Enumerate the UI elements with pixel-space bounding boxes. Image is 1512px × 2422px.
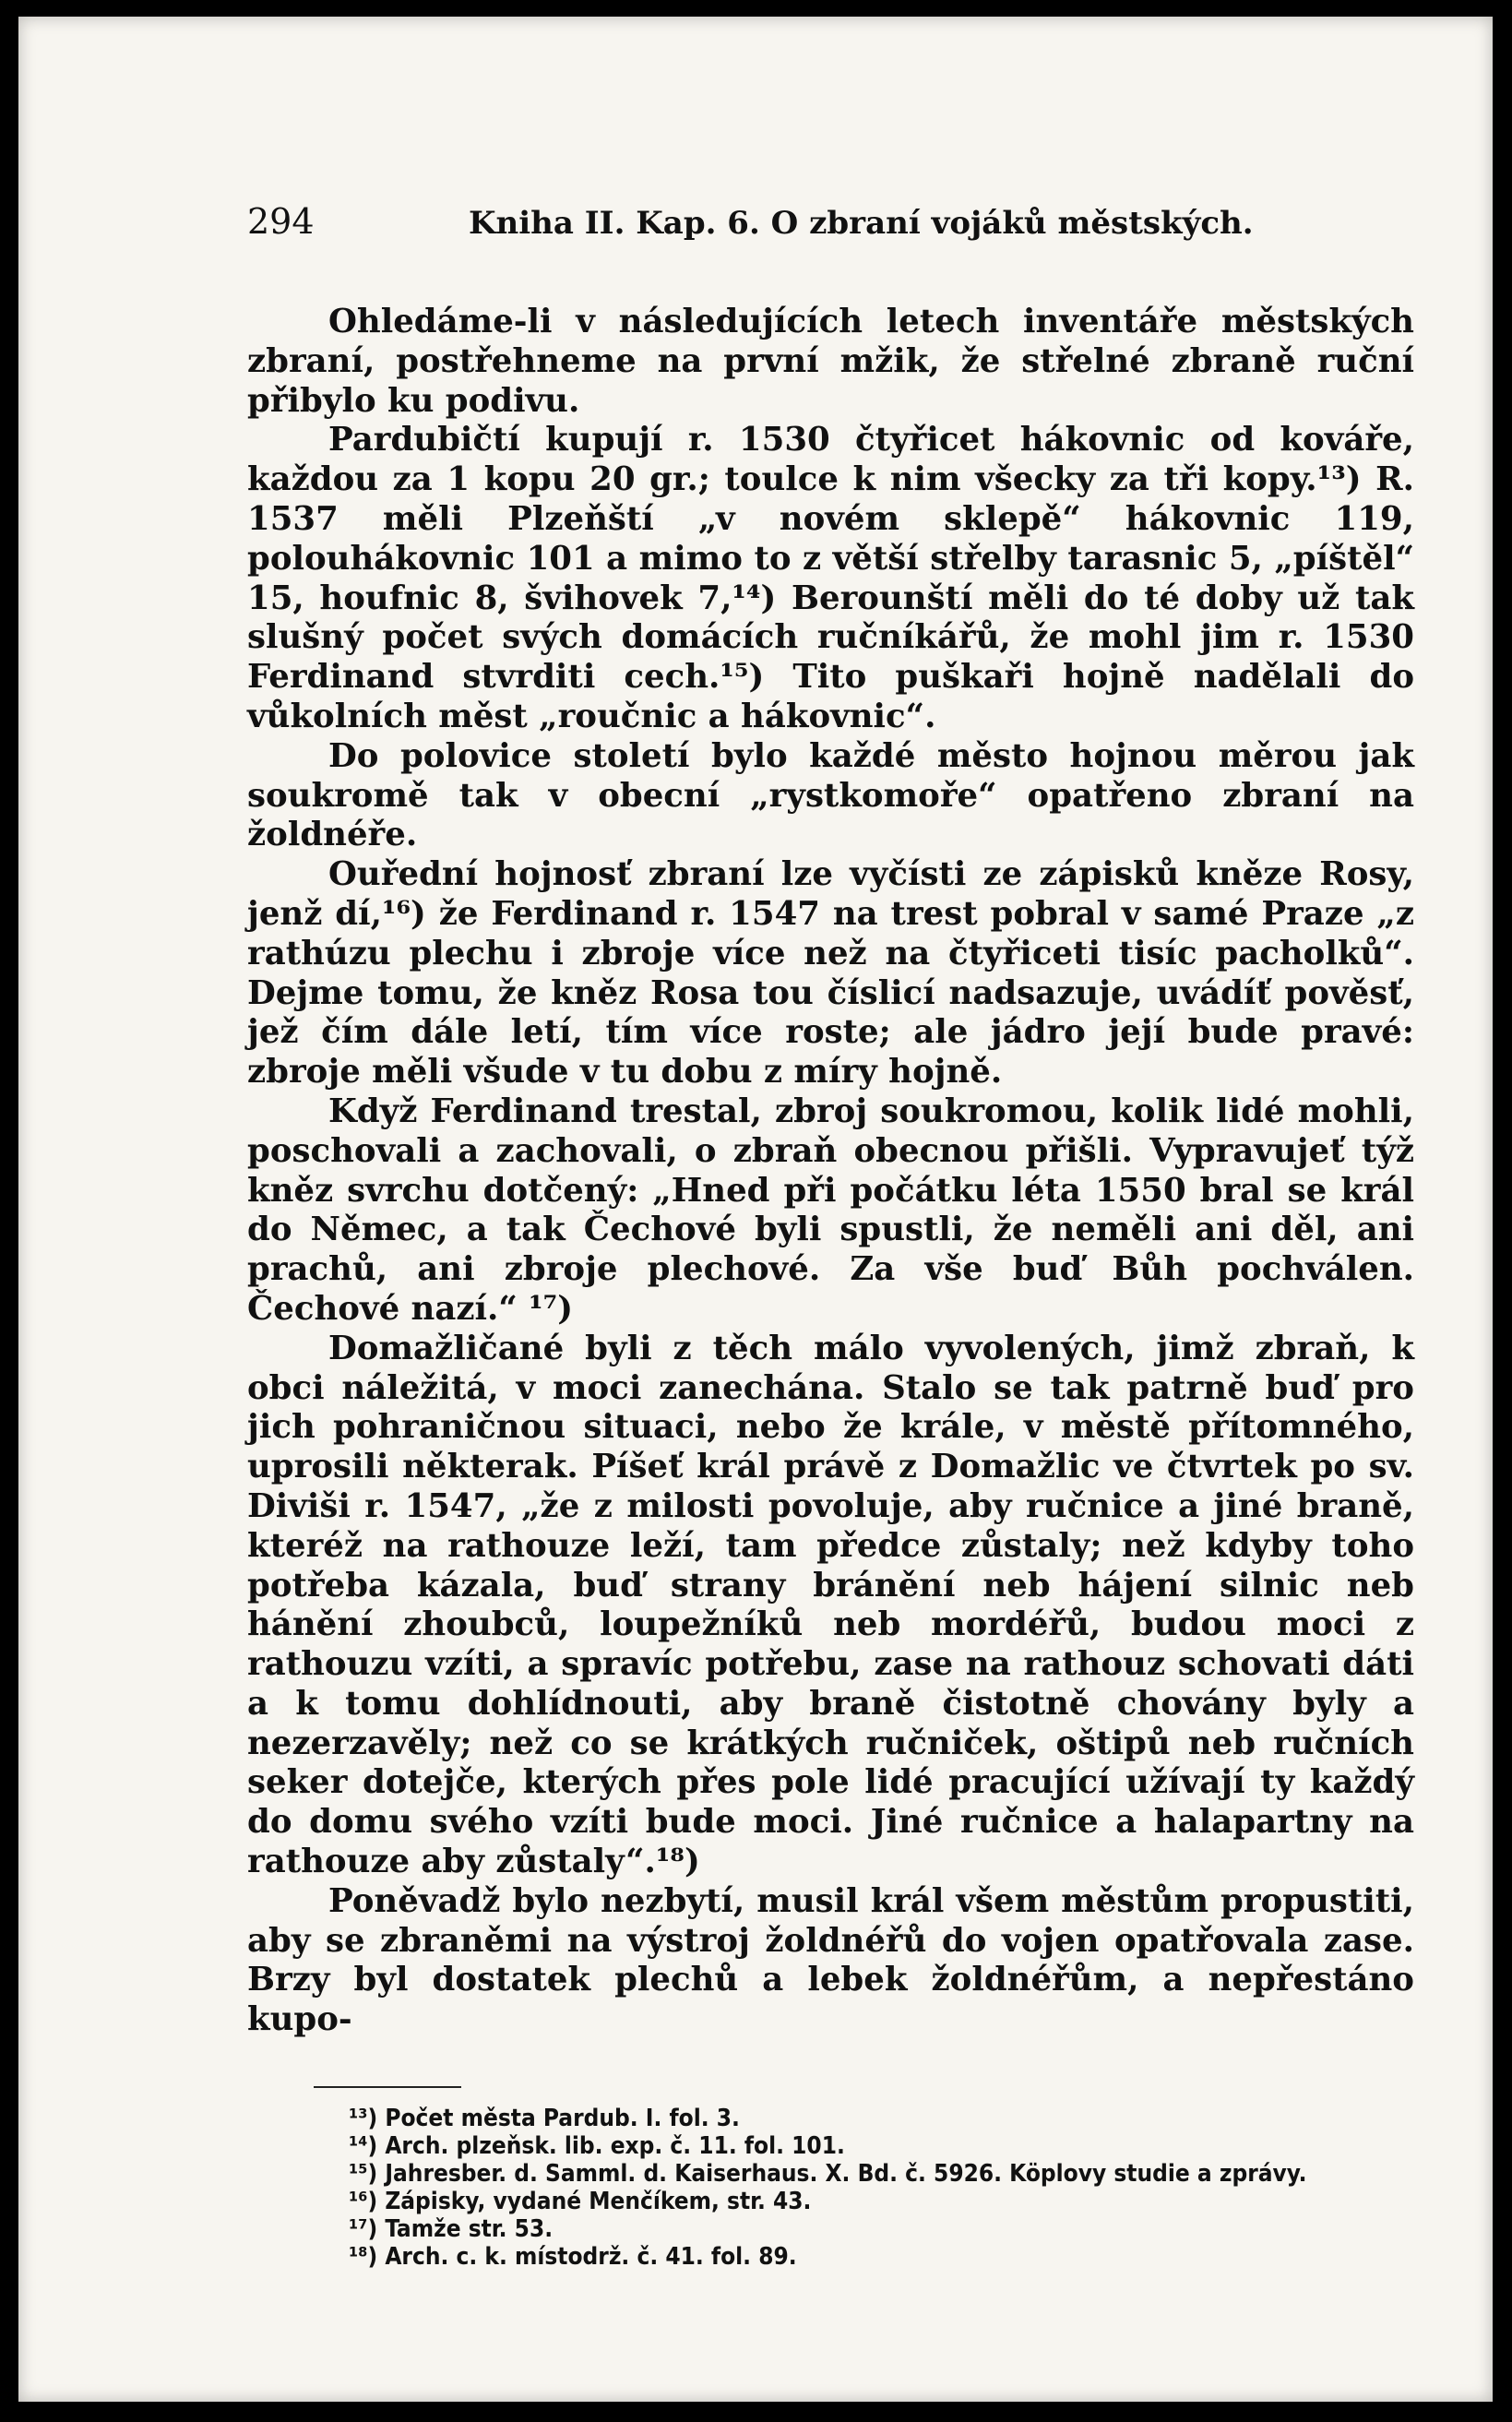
paragraph: Ohledáme-li v následujících letech inventáře městských zbraní, postřehneme na první mžik, že střelné zbraně ruční přibylo ku podivu. xyxy=(247,303,1414,420)
paragraph: Ouřední hojnosť zbraní lze vyčísti ze zápisků kněze Rosy, jenž dí,¹⁶) že Ferdinand r. 1547 na trest pobral v samé Praze „z rathúzu plechu i zbroje více než na čtyřiceti tisíc pacholků“. Dejme tomu, že kněz Rosa tou číslicí nadsazuje, uvádíť pověsť, jež čím dále letí, tím více roste; ale jádro její bude pravé: zbroje měli všude v tu dobu z míry hojně. xyxy=(247,855,1414,1092)
footnote: ¹⁵) Jahresber. d. Samml. d. Kaiserhaus. X. Bd. č. 5926. Köplovy studie a zprávy. xyxy=(349,2160,1307,2189)
paragraph: Domažličané byli z těch málo vyvolených, jimž zbraň, k obci náležitá, v moci zanechána. Stalo se tak patrně buď pro jich pohraničnou situaci, nebo že krále, v městě přítomného, uprosili některak. Píšeť král právě z Domažlic ve čtvrtek po sv. Diviši r. 1547, „že z milosti povoluje, aby ručnice a jiné braně, kteréž na rathouze leží, tam předce zůstaly; než kdyby toho potřeba kázala, buď strany bránění neb hájení silnic neb hánění zhoubců, loupežníků neb mordéřů, budou moci z rathouzu vzíti, a spravíc potřebu, zase na rathouz schovati dáti a k tomu dohlídnouti, aby braně čistotně chovány byly a nezerzavěly; než co se krátkých ručniček, oštipů neb ručních seker dotejče, kterých přes pole lidé pracující užívají ty každý do domu svého vzíti bude moci. Jiné ručnice a halapartny na rathouze aby zůstaly“.¹⁸) xyxy=(247,1329,1414,1881)
body-text xyxy=(247,303,1414,2040)
paragraph: Do polovice století bylo každé město hojnou měrou jak soukromě tak v obecní „rystkomoře“ opatřeno zbraní na žoldnéře. xyxy=(247,736,1414,854)
running-title: Kniha II. Kap. 6. O zbraní vojáků městských. xyxy=(469,205,1254,242)
footnote: ¹⁸) Arch. c. k. místodrž. č. 41. fol. 89. xyxy=(349,2243,797,2272)
book-page xyxy=(18,17,1493,2402)
footnote: ¹⁷) Tamže str. 53. xyxy=(349,2215,554,2244)
footnotes xyxy=(247,2105,1414,2271)
paragraph: Když Ferdinand trestal, zbroj soukromou, kolik lidé mohli, poschovali a zachovali, o zbraň obecnou přišli. Vypravujeť týž kněz svrchu dotčený: „Hned při počátku léta 1550 bral se král do Němec, a tak Čechové byli spustli, že neměli ani děl, ani prachů, ani zbroje plechové. Za vše buď Bůh pochválen. Čechové nazí.“ ¹⁷) xyxy=(247,1092,1414,1328)
paragraph: Pardubičtí kupují r. 1530 čtyřicet hákovnic od kováře, každou za 1 kopu 20 gr.; toulce k nim všecky za tři kopy.¹³) R. 1537 měli Plzeňští „v novém sklepě“ hákovnic 119, polouhákovnic 101 a mimo to z větší střelby tarasnic 5, „píštěl“ 15, houfnic 8, švihovek 7,¹⁴) Berounští měli do té doby už tak slušný počet svých domácích ručníkářů, že mohl jim r. 1530 Ferdinand stvrditi cech.¹⁵) Tito puškaři hojně nadělali do vůkolních měst „roučnic a hákovnic“. xyxy=(247,421,1414,735)
page-header xyxy=(247,201,1414,247)
page-number: 294 xyxy=(247,201,315,242)
footnote: ¹³) Počet města Pardub. I. fol. 3. xyxy=(349,2105,740,2133)
footnote-divider xyxy=(314,2086,461,2088)
footnote: ¹⁶) Zápisky, vydané Menčíkem, str. 43. xyxy=(349,2188,812,2216)
paragraph: Poněvadž bylo nezbytí, musil král všem městům propustiti, aby se zbraněmi na výstroj žoldnéřů do vojen opatřovala zase. Brzy byl dostatek plechů a lebek žoldnéřům, a nepřestáno kupo- xyxy=(247,1881,1414,2039)
footnote: ¹⁴) Arch. plzeňsk. lib. exp. č. 11. fol. 101. xyxy=(349,2132,845,2161)
page-content xyxy=(247,201,1414,2271)
